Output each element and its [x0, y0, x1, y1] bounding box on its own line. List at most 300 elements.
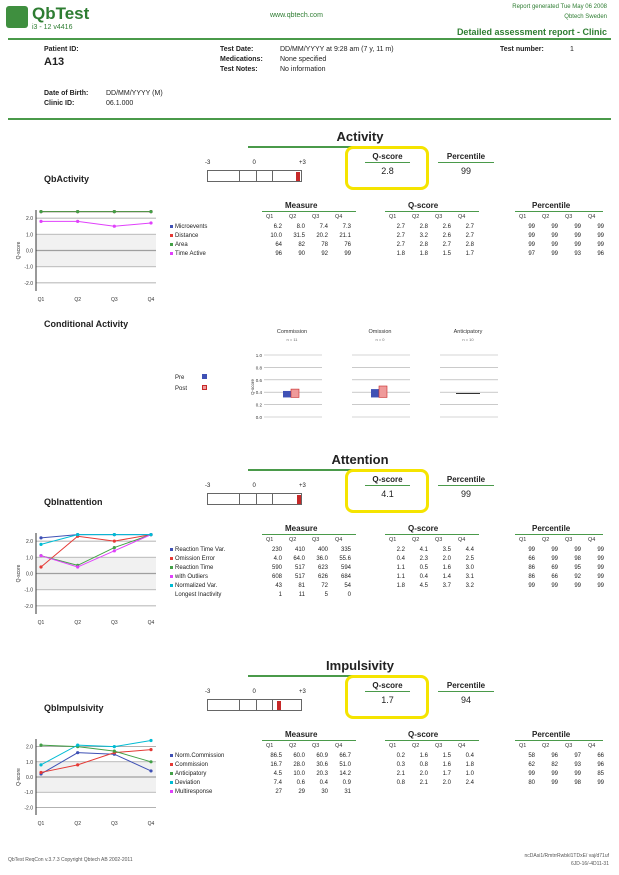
activity-cell-q: 2.8: [465, 242, 474, 248]
test-number-label: Test number:: [500, 46, 544, 53]
activity-cell-p: 99: [551, 251, 558, 257]
impulsivity-cell-p: 66: [597, 753, 604, 759]
chart-point: [39, 220, 42, 223]
chart-point: [39, 565, 42, 568]
attention-cell-m: 11: [298, 592, 305, 598]
impulsivity-cell-p: 58: [528, 753, 535, 759]
chart-normal-band: [36, 234, 156, 266]
impulsivity-percentile-underline: [438, 691, 494, 692]
attention-cell-m: 1: [278, 592, 282, 598]
activity-cell-q: 2.6: [442, 233, 451, 239]
attention-gauge-tick: [256, 494, 257, 504]
impulsivity-row-name: Multiresponse: [175, 789, 213, 795]
attention-cell-q: 2.3: [419, 556, 428, 562]
impulsivity-row-name: Anticipatory: [175, 771, 207, 777]
attention-cell-p: 95: [574, 565, 581, 571]
activity-col-q-q4: Q4: [458, 214, 466, 220]
impulsivity-row-label: [170, 762, 208, 768]
info-divider: [8, 118, 611, 120]
report-title: Detailed assessment report - Clinic: [456, 27, 607, 37]
attention-row-name: Reaction Time: [175, 565, 214, 571]
chart-y-tick: -1.0: [24, 790, 33, 797]
activity-cell-q: 2.7: [465, 233, 474, 239]
attention-cell-m: 5: [324, 592, 328, 598]
attention-gauge-tick: [272, 494, 273, 504]
attention-col-p-q4: Q4: [588, 537, 596, 543]
activity-cell-p: 96: [597, 251, 604, 257]
chart-y-tick: 1.0: [26, 555, 33, 562]
attention-cell-q: 0.4: [419, 574, 428, 580]
chart-x-tick: Q1: [37, 821, 45, 827]
cond-bar-post: [379, 386, 387, 397]
test-number-value: 1: [570, 46, 574, 53]
impulsivity-cell-m: 0.9: [342, 780, 351, 786]
attention-cell-q: 1.1: [396, 565, 405, 571]
activity-cell-p: 99: [528, 242, 535, 248]
test-notes-value: No information: [280, 66, 326, 73]
impulsivity-col-p-q3: Q3: [565, 743, 573, 749]
activity-cell-m: 31.5: [293, 233, 305, 239]
impulsivity-row-label: [170, 789, 212, 795]
legend-post-label: Post: [175, 386, 188, 392]
attention-cell-m: 0: [347, 592, 351, 598]
activity-col-q-q2: Q2: [412, 214, 420, 220]
attention-qscore-gauge: [207, 493, 302, 505]
attention-cell-m: 36.0: [316, 556, 328, 562]
attention-gauge-tick: [239, 494, 240, 504]
attention-cell-m: 608: [271, 574, 282, 580]
attention-row-label: [170, 592, 221, 598]
test-date-value: DD/MM/YYYY at 9:28 am (7 y, 11 m): [280, 46, 394, 53]
impulsivity-cell-p: 96: [551, 753, 558, 759]
chart-y-tick: 2.0: [26, 539, 33, 546]
attention-row-label: [170, 565, 213, 571]
activity-cell-p: 99: [597, 233, 604, 239]
impulsivity-cell-m: 4.5: [273, 771, 282, 777]
activity-percentile-header: Percentile: [446, 152, 486, 161]
attention-cell-m: 72: [321, 583, 328, 589]
attention-table-percentile-header: Percentile: [532, 524, 571, 533]
activity-row-swatch: [170, 225, 173, 228]
impulsivity-cell-p: 93: [574, 762, 581, 768]
impulsivity-cell-m: 0.6: [296, 780, 305, 786]
impulsivity-qscore-gauge: [207, 699, 302, 711]
impulsivity-cell-p: 99: [551, 780, 558, 786]
activity-row-label: [170, 251, 206, 257]
activity-col-q-q1: Q1: [389, 214, 397, 220]
chart-point: [149, 769, 152, 772]
cond-y-tick: 0.2: [255, 402, 262, 408]
cond-y-label: Q-score: [250, 378, 255, 396]
activity-row-label: [170, 242, 188, 248]
attention-row-swatch: [170, 566, 173, 569]
activity-cell-m: 21.1: [339, 233, 351, 239]
attention-table-qscore-header: Q-score: [408, 524, 439, 533]
legend-post-swatch: [202, 385, 207, 390]
activity-col-p-q3: Q3: [565, 214, 573, 220]
footer-hash: ncDAsi1/RmtrrRwbkl1TDxE/ vaj/d71uf: [524, 853, 609, 859]
impulsivity-cell-q: 1.6: [442, 762, 451, 768]
attention-cell-q: 0.5: [419, 565, 428, 571]
impulsivity-row-name: Commission: [175, 762, 209, 768]
impulsivity-qscore-header: Q-score: [372, 681, 403, 690]
activity-col-m-q1: Q1: [266, 214, 274, 220]
attention-col-q-q4: Q4: [458, 537, 466, 543]
activity-cell-q: 2.7: [396, 224, 405, 230]
impulsivity-subtitle: QbImpulsivity: [44, 703, 104, 713]
activity-cell-m: 96: [275, 251, 282, 257]
impulsivity-measure-underline: [262, 740, 356, 741]
impulsivity-col-q-q2: Q2: [412, 743, 420, 749]
impulsivity-cell-q: 1.8: [465, 762, 474, 768]
activity-cell-p: 99: [574, 224, 581, 230]
impulsivity-cell-q: 0.8: [396, 780, 405, 786]
activity-cell-m: 76: [344, 242, 351, 248]
app-version: i3 - 12 v4416: [32, 24, 73, 31]
activity-row-label: [170, 233, 198, 239]
activity-cell-m: 78: [321, 242, 328, 248]
attention-cell-q: 3.5: [442, 547, 451, 553]
attention-row-name: Normalized Var.: [175, 583, 218, 589]
activity-qscore-gauge: [207, 170, 302, 182]
impulsivity-row-swatch: [170, 790, 173, 793]
attention-row-label: [170, 574, 208, 580]
impulsivity-cell-q: 0.3: [396, 762, 405, 768]
impulsivity-cell-p: 99: [528, 771, 535, 777]
chart-point: [113, 546, 116, 549]
activity-col-m-q2: Q2: [289, 214, 297, 220]
impulsivity-gauge-tick: [272, 700, 273, 710]
attention-cell-p: 99: [574, 547, 581, 553]
chart-series-line: [41, 741, 151, 765]
chart-x-tick: Q3: [110, 620, 118, 626]
attention-row-label: [170, 547, 225, 553]
attention-percentile-value: 99: [460, 489, 471, 499]
chart-y-tick: 0.0: [26, 248, 33, 255]
activity-cell-m: 20.2: [316, 233, 328, 239]
impulsivity-cell-p: 80: [528, 780, 535, 786]
attention-col-q-q3: Q3: [435, 537, 443, 543]
attention-row-swatch: [170, 575, 173, 578]
chart-point: [113, 210, 116, 213]
attention-cell-q: 1.1: [396, 574, 405, 580]
attention-cell-p: 99: [597, 547, 604, 553]
activity-cell-q: 2.7: [465, 224, 474, 230]
activity-scale-max: +3: [299, 160, 306, 166]
impulsivity-cell-m: 51.0: [339, 762, 351, 768]
impulsivity-cell-m: 28.0: [293, 762, 305, 768]
chart-point: [149, 760, 152, 763]
activity-cell-p: 97: [528, 251, 535, 257]
attention-row-swatch: [170, 584, 173, 587]
chart-y-tick: 2.0: [26, 216, 33, 223]
activity-cell-q: 2.7: [396, 242, 405, 248]
impulsivity-measure-header: Measure: [285, 730, 318, 739]
cond-bar-post: [291, 389, 299, 397]
cond-panel-n: n = 0: [375, 337, 385, 342]
attention-cell-m: 517: [294, 565, 305, 571]
attention-cell-m: 43: [275, 583, 282, 589]
activity-cell-q: 1.8: [396, 251, 405, 257]
cond-y-tick: 0.6: [255, 377, 262, 383]
attention-cell-p: 86: [528, 565, 535, 571]
activity-pc-underline: [515, 211, 603, 212]
impulsivity-pc-underline: [515, 740, 603, 741]
activity-cell-p: 93: [574, 251, 581, 257]
chart-x-tick: Q4: [147, 821, 155, 827]
chart-normal-band: [36, 557, 156, 589]
chart-x-tick: Q1: [37, 620, 45, 626]
chart-point: [39, 210, 42, 213]
activity-row-label: [170, 224, 207, 230]
attention-col-m-q4: Q4: [335, 537, 343, 543]
activity-cell-p: 99: [597, 242, 604, 248]
attention-line-chart: [14, 529, 164, 632]
impulsivity-cell-q: 2.0: [419, 771, 428, 777]
attention-cell-m: 684: [340, 574, 351, 580]
chart-point: [113, 549, 116, 552]
attention-col-m-q2: Q2: [289, 537, 297, 543]
activity-cell-q: 1.7: [465, 251, 474, 257]
attention-row-swatch: [170, 548, 173, 551]
chart-point: [113, 540, 116, 543]
medications-value: None specified: [280, 56, 327, 63]
activity-col-m-q3: Q3: [312, 214, 320, 220]
cond-bar-pre: [371, 389, 379, 397]
impulsivity-cell-m: 31: [344, 789, 351, 795]
cond-panel-n: n = 11: [286, 337, 298, 342]
attention-col-p-q1: Q1: [519, 537, 527, 543]
chart-point: [39, 743, 42, 746]
footer-copyright: QbTest ReqCon v.3.7.3 Copyright Qbtech AB 2002-2011: [8, 857, 133, 863]
cond-panel-n: n = 10: [462, 337, 474, 342]
activity-qs-underline: [385, 211, 479, 212]
chart-x-tick: Q3: [110, 821, 118, 827]
test-notes-label: Test Notes:: [220, 66, 258, 73]
activity-row-name: Distance: [175, 233, 199, 239]
activity-cell-p: 99: [551, 233, 558, 239]
chart-y-label: Q-score: [16, 241, 22, 260]
impulsivity-col-m-q1: Q1: [266, 743, 274, 749]
activity-subtitle: QbActivity: [44, 174, 90, 184]
chart-point: [113, 533, 116, 536]
clinic-id-label: Clinic ID:: [44, 100, 75, 107]
header-divider: [8, 38, 611, 40]
impulsivity-cell-m: 66.7: [339, 753, 351, 759]
attention-cell-q: 4.4: [465, 547, 474, 553]
attention-cell-q: 3.0: [465, 565, 474, 571]
activity-row-name: Time Active: [175, 251, 206, 257]
patient-id-value: A13: [44, 56, 65, 68]
activity-col-q-q3: Q3: [435, 214, 443, 220]
clinic-id-value: 06.1.000: [106, 100, 134, 107]
attention-cell-q: 1.8: [396, 583, 405, 589]
impulsivity-cell-p: 96: [597, 762, 604, 768]
impulsivity-cell-m: 20.3: [316, 771, 328, 777]
attention-percentile-header: Percentile: [446, 475, 486, 484]
activity-cell-m: 90: [298, 251, 305, 257]
impulsivity-cell-p: 98: [574, 780, 581, 786]
chart-y-tick: 0.0: [26, 775, 33, 781]
cond-y-tick: 1.0: [255, 353, 262, 358]
chart-y-tick: -2.0: [24, 603, 33, 610]
impulsivity-table-qscore-header: Q-score: [408, 730, 439, 739]
patient-id-label: Patient ID:: [44, 46, 79, 53]
impulsivity-cell-m: 30: [321, 789, 328, 795]
legend-pre-swatch: [202, 374, 207, 379]
impulsivity-col-q-q3: Q3: [435, 743, 443, 749]
activity-gauge-tick: [239, 171, 240, 181]
website-link[interactable]: www.qbtech.com: [270, 12, 323, 19]
attention-cell-m: 623: [317, 565, 328, 571]
impulsivity-line-chart: [14, 735, 164, 833]
chart-point: [39, 554, 42, 557]
chart-point: [76, 743, 79, 746]
attention-cell-p: 92: [574, 574, 581, 580]
activity-cell-p: 99: [551, 224, 558, 230]
impulsivity-cell-q: 2.4: [465, 780, 474, 786]
activity-cell-p: 99: [528, 224, 535, 230]
attention-col-p-q3: Q3: [565, 537, 573, 543]
impulsivity-qs-underline: [385, 740, 479, 741]
impulsivity-cell-p: 62: [528, 762, 535, 768]
impulsivity-col-p-q4: Q4: [588, 743, 596, 749]
attention-cell-p: 99: [551, 547, 558, 553]
activity-cell-q: 2.7: [442, 242, 451, 248]
attention-subtitle: QbInattention: [44, 497, 103, 507]
attention-cell-p: 99: [597, 565, 604, 571]
attention-cell-q: 0.4: [396, 556, 405, 562]
activity-cell-m: 7.3: [342, 224, 351, 230]
activity-gauge-tick: [272, 171, 273, 181]
attention-percentile-underline: [438, 485, 494, 486]
activity-cell-q: 1.8: [419, 251, 428, 257]
impulsivity-section-title: Impulsivity: [326, 658, 394, 673]
cond-y-tick: 0.0: [255, 415, 262, 420]
impulsivity-cell-m: 0.4: [319, 780, 328, 786]
attention-measure-header: Measure: [285, 524, 318, 533]
activity-cell-q: 1.5: [442, 251, 451, 257]
chart-y-tick: 1.0: [26, 232, 33, 239]
chart-point: [113, 750, 116, 753]
activity-gauge-marker: [296, 172, 300, 181]
activity-line-chart: [14, 206, 164, 309]
attention-cell-m: 400: [317, 547, 328, 553]
attention-cell-m: 81: [298, 583, 305, 589]
impulsivity-col-q-q1: Q1: [389, 743, 397, 749]
chart-y-tick: -2.0: [24, 280, 33, 287]
activity-cell-m: 82: [298, 242, 305, 248]
attention-cell-m: 590: [271, 565, 282, 571]
conditional-activity-title: Conditional Activity: [44, 319, 129, 329]
attention-cell-p: 99: [528, 583, 535, 589]
report-generated: Report generated Tue May 06 2008: [512, 4, 607, 10]
impulsivity-cell-m: 86.5: [270, 753, 282, 759]
chart-point: [39, 771, 42, 774]
chart-series-line: [41, 221, 151, 226]
impulsivity-cell-q: 2.0: [442, 780, 451, 786]
impulsivity-cell-m: 60.9: [316, 753, 328, 759]
attention-row-name: Omission Error: [175, 556, 216, 562]
attention-qscore-header: Q-score: [372, 475, 403, 484]
attention-cell-q: 4.1: [419, 547, 428, 553]
impulsivity-qscore-value: 1.7: [381, 695, 394, 705]
chart-x-tick: Q2: [74, 821, 82, 827]
attention-cell-q: 2.0: [442, 556, 451, 562]
chart-x-tick: Q2: [74, 297, 82, 303]
activity-section-title: Activity: [336, 129, 384, 144]
attention-cell-m: 64.0: [293, 556, 305, 562]
attention-cell-q: 2.5: [465, 556, 474, 562]
app-name: QbTest: [32, 4, 90, 23]
impulsivity-row-label: [170, 780, 200, 786]
attention-pc-underline: [515, 534, 603, 535]
chart-x-tick: Q3: [110, 297, 118, 303]
chart-point: [76, 751, 79, 754]
activity-cell-m: 8.0: [296, 224, 305, 230]
attention-cell-q: 3.2: [465, 583, 474, 589]
chart-point: [39, 543, 42, 546]
chart-point: [149, 221, 152, 224]
activity-cell-q: 2.8: [419, 224, 428, 230]
dob-label: Date of Birth:: [44, 90, 89, 97]
impulsivity-cell-q: 1.7: [442, 771, 451, 777]
attention-cell-p: 66: [528, 556, 535, 562]
cond-bar-pre: [283, 391, 291, 397]
impulsivity-row-label: [170, 771, 206, 777]
test-date-label: Test Date:: [220, 46, 254, 53]
impulsivity-row-swatch: [170, 754, 173, 757]
impulsivity-cell-m: 10.0: [293, 771, 305, 777]
impulsivity-cell-q: 2.1: [419, 780, 428, 786]
impulsivity-gauge-tick: [256, 700, 257, 710]
attention-cell-q: 4.5: [419, 583, 428, 589]
impulsivity-cell-m: 29: [298, 789, 305, 795]
cond-panel-name: Commission: [276, 329, 308, 335]
impulsivity-cell-m: 14.2: [339, 771, 351, 777]
chart-y-label: Q-score: [16, 564, 22, 583]
attention-col-m-q3: Q3: [312, 537, 320, 543]
attention-qs-underline: [385, 534, 479, 535]
attention-cell-p: 99: [528, 547, 535, 553]
attention-cell-q: 3.7: [442, 583, 451, 589]
chart-y-tick: 0.0: [26, 571, 33, 578]
attention-cell-p: 99: [597, 583, 604, 589]
impulsivity-row-swatch: [170, 781, 173, 784]
attention-row-name: with Outliers: [175, 574, 209, 580]
impulsivity-scale-max: +3: [299, 689, 306, 695]
impulsivity-row-swatch: [170, 772, 173, 775]
attention-scale-max: +3: [299, 483, 306, 489]
activity-row-name: Microevents: [175, 224, 208, 230]
chart-y-tick: 2.0: [26, 744, 33, 751]
chart-x-tick: Q2: [74, 620, 82, 626]
impulsivity-cell-m: 7.4: [273, 780, 282, 786]
attention-gauge-marker: [297, 495, 301, 504]
activity-cell-m: 7.4: [319, 224, 328, 230]
chart-point: [149, 533, 152, 536]
activity-cell-m: 64: [275, 242, 282, 248]
attention-qscore-underline: [365, 485, 410, 486]
cond-y-tick: 0.8: [255, 365, 262, 371]
activity-cell-m: 92: [321, 251, 328, 257]
activity-qscore-value: 2.8: [381, 166, 394, 176]
impulsivity-cell-q: 2.1: [396, 771, 405, 777]
attention-cell-p: 69: [551, 565, 558, 571]
attention-cell-m: 517: [294, 574, 305, 580]
chart-point: [113, 225, 116, 228]
medications-label: Medications:: [220, 56, 263, 63]
